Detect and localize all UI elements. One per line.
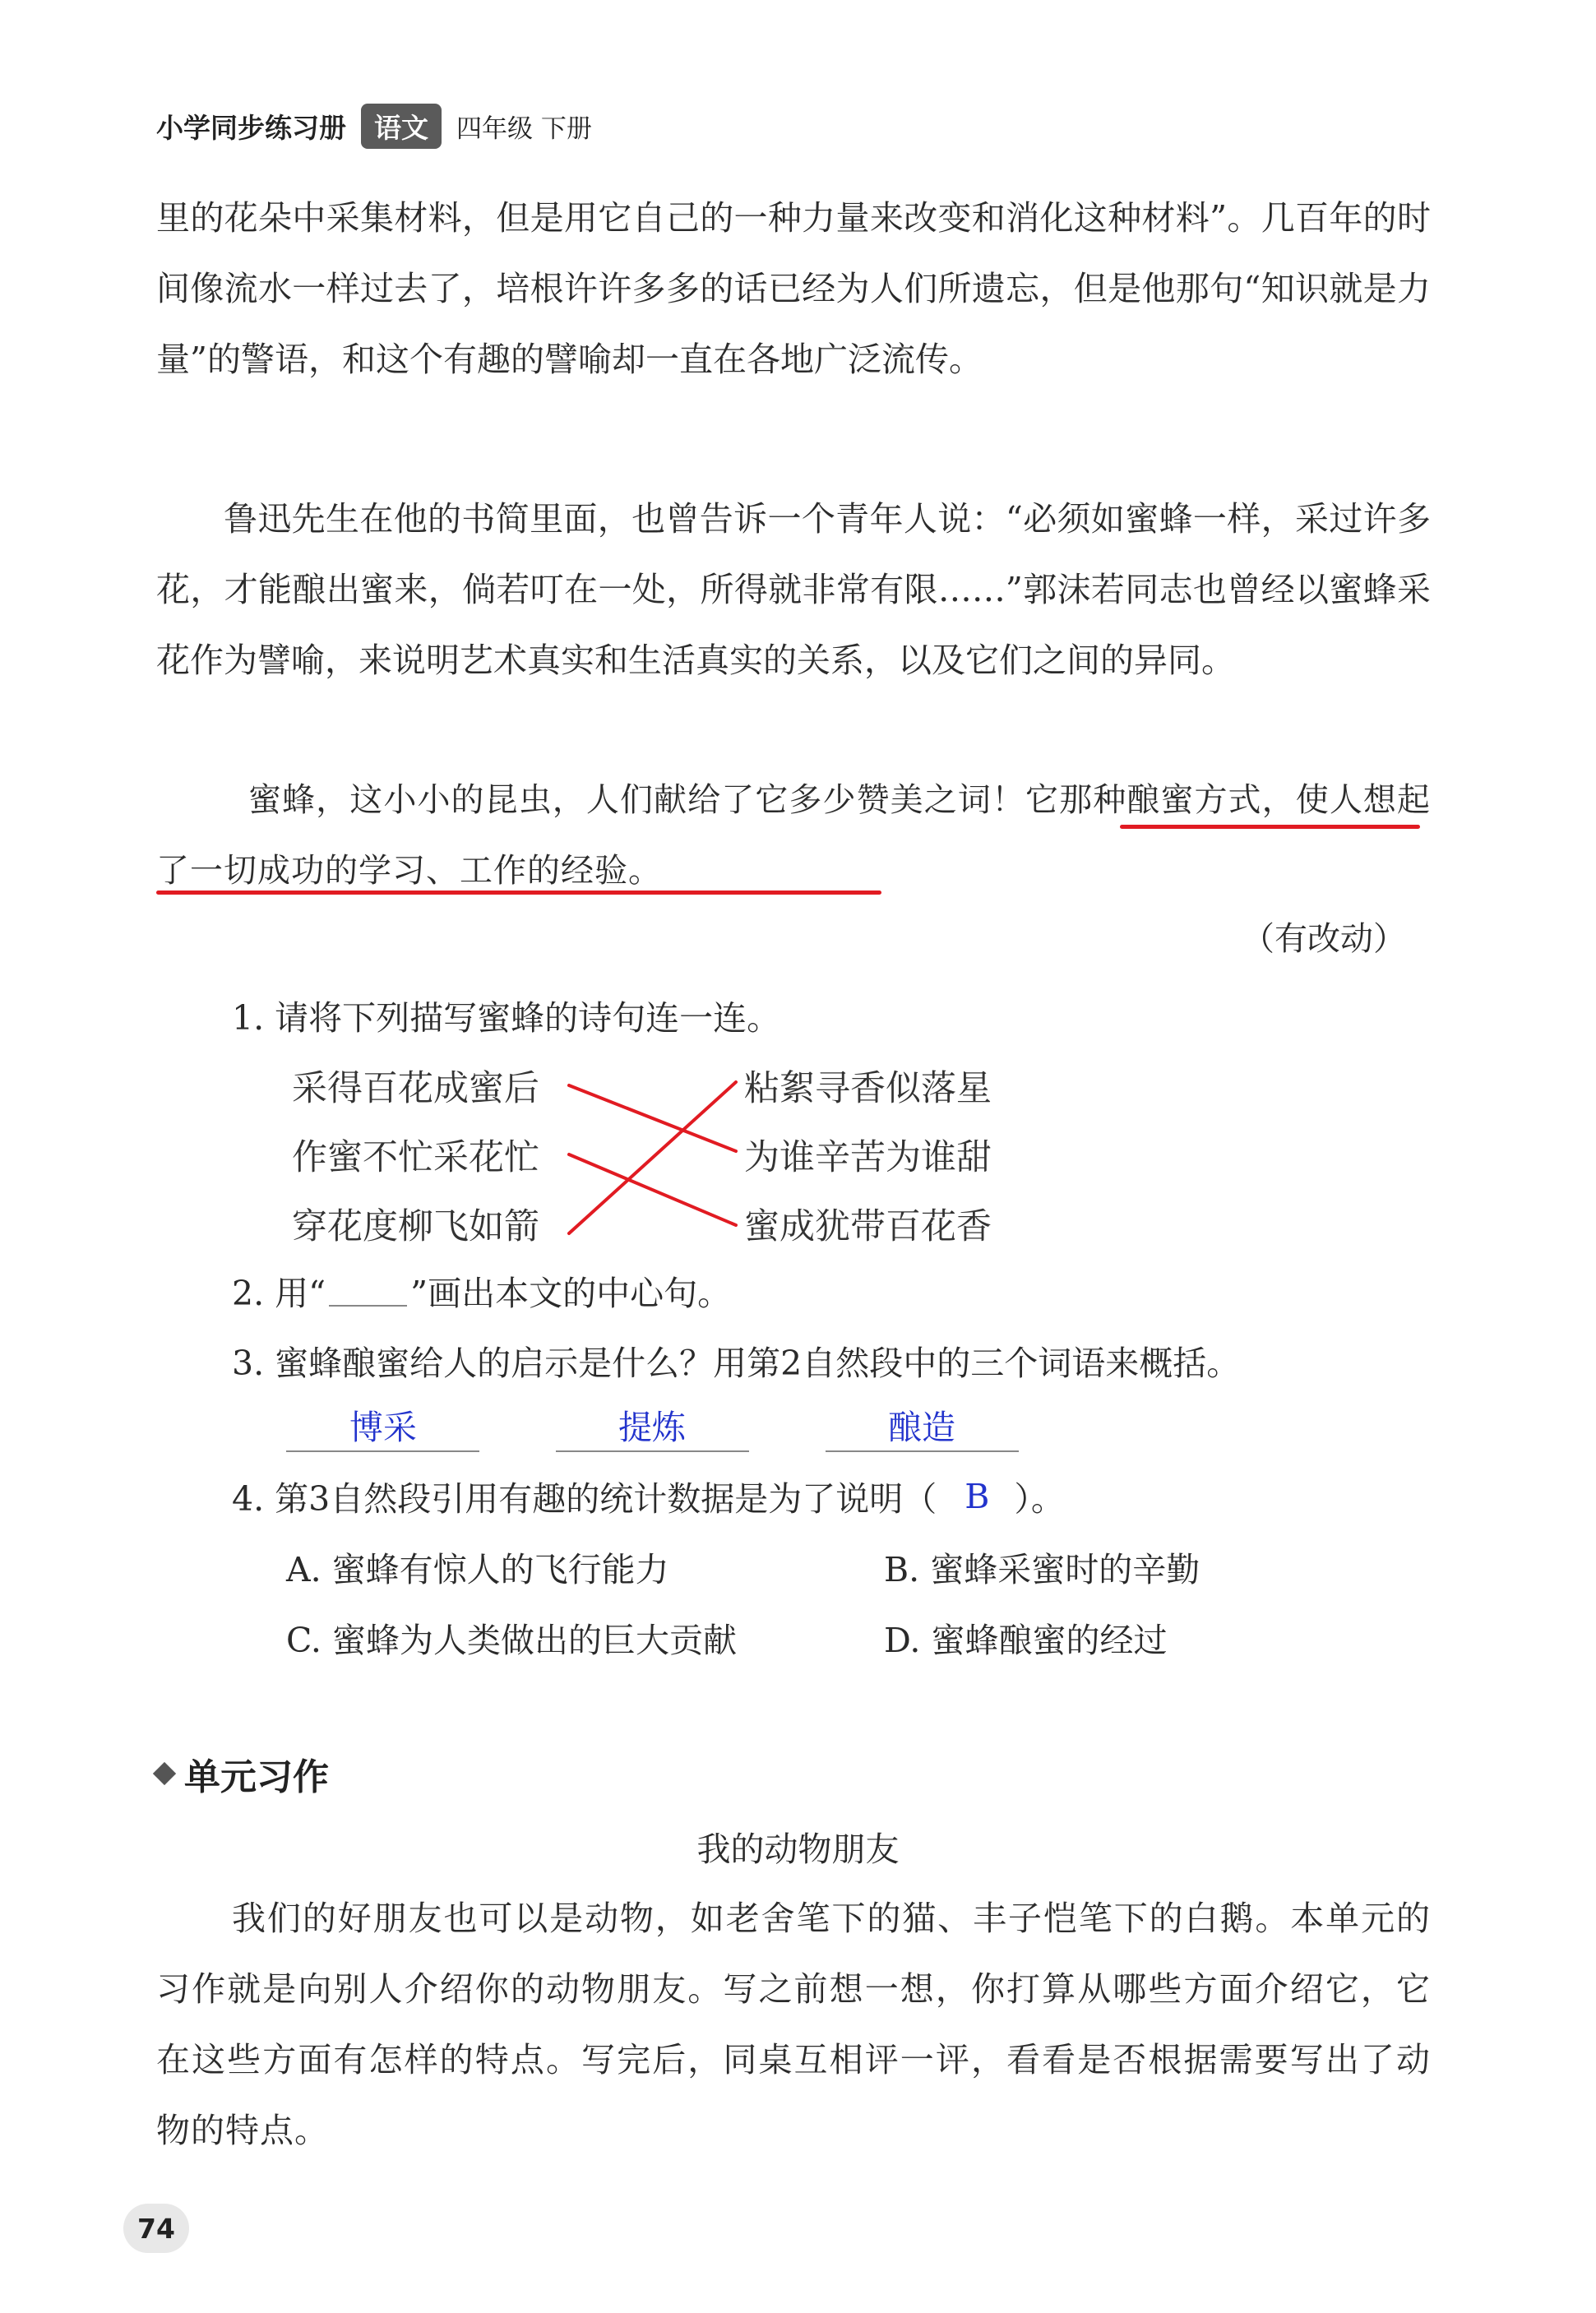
question-4-text-a: 4. 第3自然段引用有趣的统计数据是为了说明（: [232, 1479, 937, 1519]
central-sentence-part-2: 使人想起了一切成功的学习、工作的经验。: [156, 781, 1432, 890]
question-4-text-b: ）。: [1014, 1479, 1065, 1519]
q3-blank-1: [286, 1450, 479, 1452]
passage-paragraph-2: 鲁迅先生在他的书简里面，也曾告诉一个青年人说：“必须如蜜蜂一样，采过许多花，才能酿出蜜来，倘若叮在一处，所得就非常有限……”郭沫若同志也曾经以蜜蜂采花作为譬喻，来说明艺术真实和生活真实的关系，以及它们之间的异同。: [156, 499, 1431, 680]
grade-label: 四年级 下册: [456, 113, 592, 144]
question-3: 3. 蜜蜂酿蜜给人的启示是什么？用第2自然段中的三个词语来概括。: [232, 1344, 1241, 1383]
essay-title: 我的动物朋友: [696, 1830, 900, 1869]
poem-left-1: 采得百花成蜜后: [292, 1068, 539, 1109]
q3-answer-2: 提炼: [618, 1408, 686, 1447]
poem-right-2: 为谁辛苦为谁甜: [744, 1137, 992, 1178]
question-2-text-a: 2. 用“: [232, 1274, 326, 1313]
match-line-2: [569, 1154, 736, 1225]
poem-right-1: 粘絮寻香似落星: [744, 1068, 992, 1109]
passage-paragraph-1: 里的花朵中采集材料，但是用它自己的一种力量来改变和消化这种材料”。几百年的时间像流水一样过去了，培根许许多多的话已经为人们所遗忘，但是他那句“知识就是力量”的警语，和这个有趣的譬喻却一直在各地广泛流传。: [156, 198, 1431, 379]
option-b: B. 蜜蜂采蜜时的辛勤: [884, 1550, 1200, 1589]
section-title-text: 单元习作: [184, 1756, 329, 1798]
question-4: [232, 1472, 1065, 1520]
central-sentence-part-1: 它那种酿蜜方式，: [1025, 781, 1296, 819]
essay-instructions: 我们的好朋友也可以是动物，如老舍笔下的猫、丰子恺笔下的白鹅。本单元的习作就是向别人介绍你的动物朋友。写之前想一想，你打算从哪些方面介绍它，它在这些方面有怎样的特点。写完后，同桌互相评一评，看看是否根据需要写出了动物的特点。: [156, 1899, 1431, 2150]
section-title: [156, 1747, 329, 1800]
page-number: 74: [123, 2204, 189, 2253]
underline-sample: [329, 1305, 407, 1307]
q3-answer-3: 酿造: [888, 1408, 955, 1447]
question-2-text-b: ”画出本文的中心句。: [410, 1274, 732, 1313]
book-title: 小学同步练习册: [156, 111, 346, 144]
paragraph-3-text: 蜜蜂，这小小的昆虫，人们献给了它多少赞美之词！: [248, 781, 1026, 819]
poem-left-3: 穿花度柳飞如箭: [292, 1206, 539, 1247]
match-line-1: [569, 1085, 736, 1151]
poem-left-2: 作蜜不忙采花忙: [292, 1137, 539, 1178]
option-c: C. 蜜蜂为人类做出的巨大贡献: [286, 1621, 737, 1660]
q3-blank-2: [556, 1450, 749, 1452]
poem-right-3: 蜜成犹带百花香: [744, 1206, 992, 1247]
subject-badge: 语文: [361, 104, 442, 149]
q3-blank-3: [826, 1450, 1019, 1452]
question-2: [232, 1266, 731, 1315]
option-d: D. 蜜蜂酿蜜的经过: [884, 1621, 1168, 1660]
q3-answer-1: 博采: [349, 1408, 417, 1447]
diamond-icon: [153, 1762, 176, 1785]
question-1: 1. 请将下列描写蜜蜂的诗句连一连。: [232, 998, 781, 1038]
option-a: A. 蜜蜂有惊人的飞行能力: [286, 1550, 669, 1589]
match-line-3: [569, 1082, 736, 1233]
revision-note: （有改动）: [1242, 920, 1406, 958]
q4-answer: B: [965, 1476, 990, 1516]
